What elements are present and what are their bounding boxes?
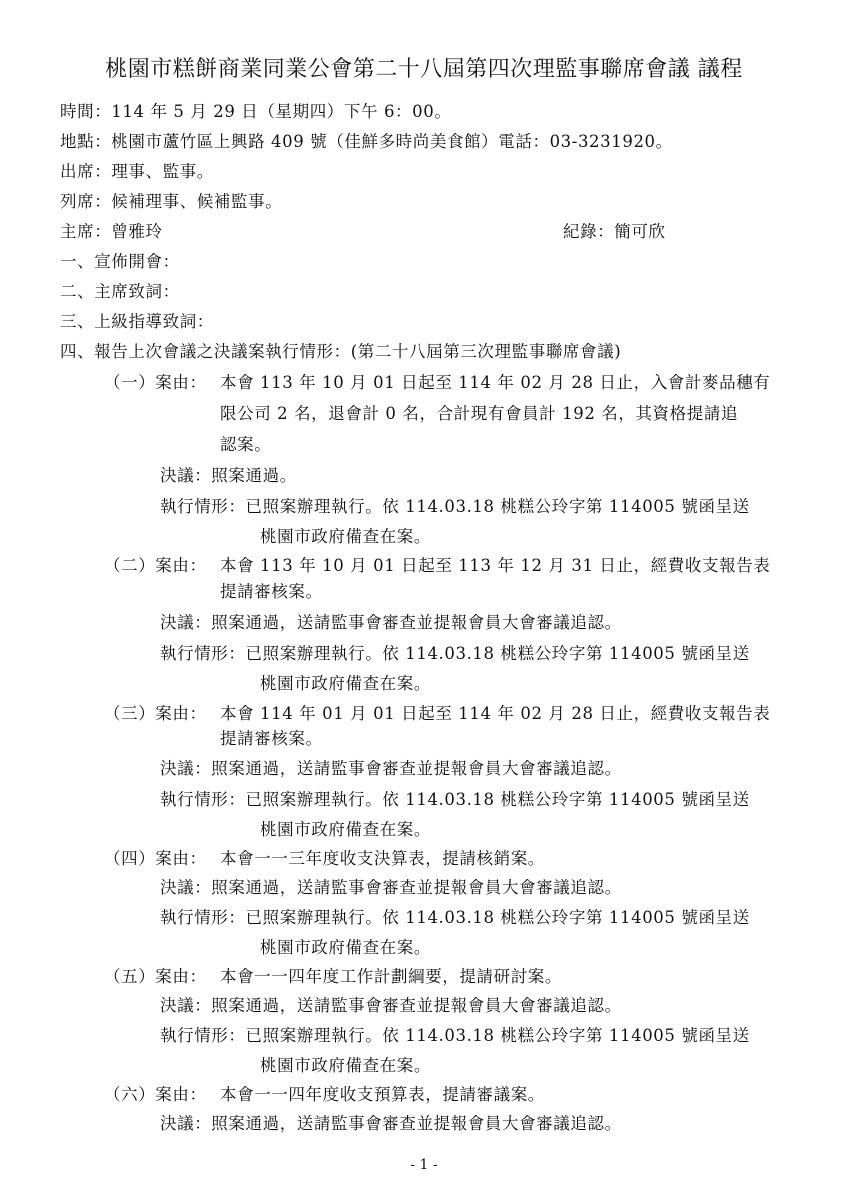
case-execution-line: 桃園市政府備查在案。 <box>260 674 431 693</box>
meeting-chair: 主席：曾雅玲 <box>60 222 163 241</box>
case-subject-line: 本會 113 年 10 月 01 日起至 114 年 02 月 28 日止，入會計麥品穗有 <box>220 373 771 392</box>
case-label: （三）案由： <box>104 704 207 723</box>
case-execution-line: 執行情形：已照案辦理執行。依 114.03.18 桃糕公玲字第 114005 號函呈送 <box>160 497 750 516</box>
case-subject-line: 提請審核案。 <box>220 582 323 601</box>
case-subject-line: 本會一一四年度工作計劃綱要，提請研討案。 <box>220 967 562 986</box>
case-subject-line: 限公司 2 名，退會計 0 名，合計現有會員計 192 名，其資格提請追 <box>220 404 739 423</box>
case-resolution: 決議：照案通過，送請監事會審查並提報會員大會審議追認。 <box>160 613 622 632</box>
meeting-place: 地點：桃園市蘆竹區上興路 409 號（佳鮮多時尚美食館）電話：03-3231920。 <box>60 132 673 151</box>
case-execution-line: 執行情形：已照案辦理執行。依 114.03.18 桃糕公玲字第 114005 號函呈送 <box>160 1026 750 1045</box>
case-resolution: 決議：照案通過。 <box>160 466 297 485</box>
case-execution-line: 執行情形：已照案辦理執行。依 114.03.18 桃糕公玲字第 114005 號函呈送 <box>160 644 750 663</box>
case-subject-line: 認案。 <box>220 435 272 454</box>
meeting-recorder: 紀錄：簡可欣 <box>563 222 666 241</box>
case-label: （一）案由： <box>104 373 207 392</box>
agenda-item: 三、上級指導致詞： <box>60 312 214 331</box>
meeting-attendees: 出席：理事、監事。 <box>60 162 214 181</box>
case-resolution: 決議：照案通過，送請監事會審查並提報會員大會審議追認。 <box>160 759 622 778</box>
case-resolution: 決議：照案通過，送請監事會審查並提報會員大會審議追認。 <box>160 1114 622 1133</box>
case-subject-line: 本會一一四年度收支預算表，提請審議案。 <box>220 1085 545 1104</box>
case-label: （二）案由： <box>104 556 207 575</box>
case-subject-line: 提請審核案。 <box>220 729 323 748</box>
case-label: （五）案由： <box>104 967 207 986</box>
case-execution-line: 桃園市政府備查在案。 <box>260 1056 431 1075</box>
agenda-item: 二、主席致詞： <box>60 282 180 301</box>
case-subject-line: 本會 113 年 10 月 01 日起至 113 年 12 月 31 日止，經費收支報告表 <box>220 556 771 575</box>
document-title: 桃園市糕餅商業同業公會第二十八屆第四次理監事聯席會議 議程 <box>105 57 743 82</box>
case-execution-line: 桃園市政府備查在案。 <box>260 938 431 957</box>
case-execution-line: 執行情形：已照案辦理執行。依 114.03.18 桃糕公玲字第 114005 號函呈送 <box>160 790 750 809</box>
case-label: （六）案由： <box>104 1085 207 1104</box>
meeting-observers: 列席：候補理事、候補監事。 <box>60 192 283 211</box>
case-resolution: 決議：照案通過，送請監事會審查並提報會員大會審議追認。 <box>160 878 622 897</box>
meeting-time: 時間：114 年 5 月 29 日（星期四）下午 6：00。 <box>60 102 452 121</box>
agenda-item: 一、宣佈開會： <box>60 252 180 271</box>
agenda-item: 四、報告上次會議之決議案執行情形：(第二十八屆第三次理監事聯席會議) <box>60 342 622 361</box>
case-resolution: 決議：照案通過，送請監事會審查並提報會員大會審議追認。 <box>160 996 622 1015</box>
page-number: - 1 - <box>410 1157 438 1173</box>
case-subject-line: 本會 114 年 01 月 01 日起至 114 年 02 月 28 日止，經費收支報告表 <box>220 704 771 723</box>
case-execution-line: 桃園市政府備查在案。 <box>260 527 431 546</box>
case-execution-line: 桃園市政府備查在案。 <box>260 820 431 839</box>
case-execution-line: 執行情形：已照案辦理執行。依 114.03.18 桃糕公玲字第 114005 號函呈送 <box>160 908 750 927</box>
case-subject-line: 本會一一三年度收支決算表，提請核銷案。 <box>220 849 545 868</box>
case-label: （四）案由： <box>104 849 207 868</box>
